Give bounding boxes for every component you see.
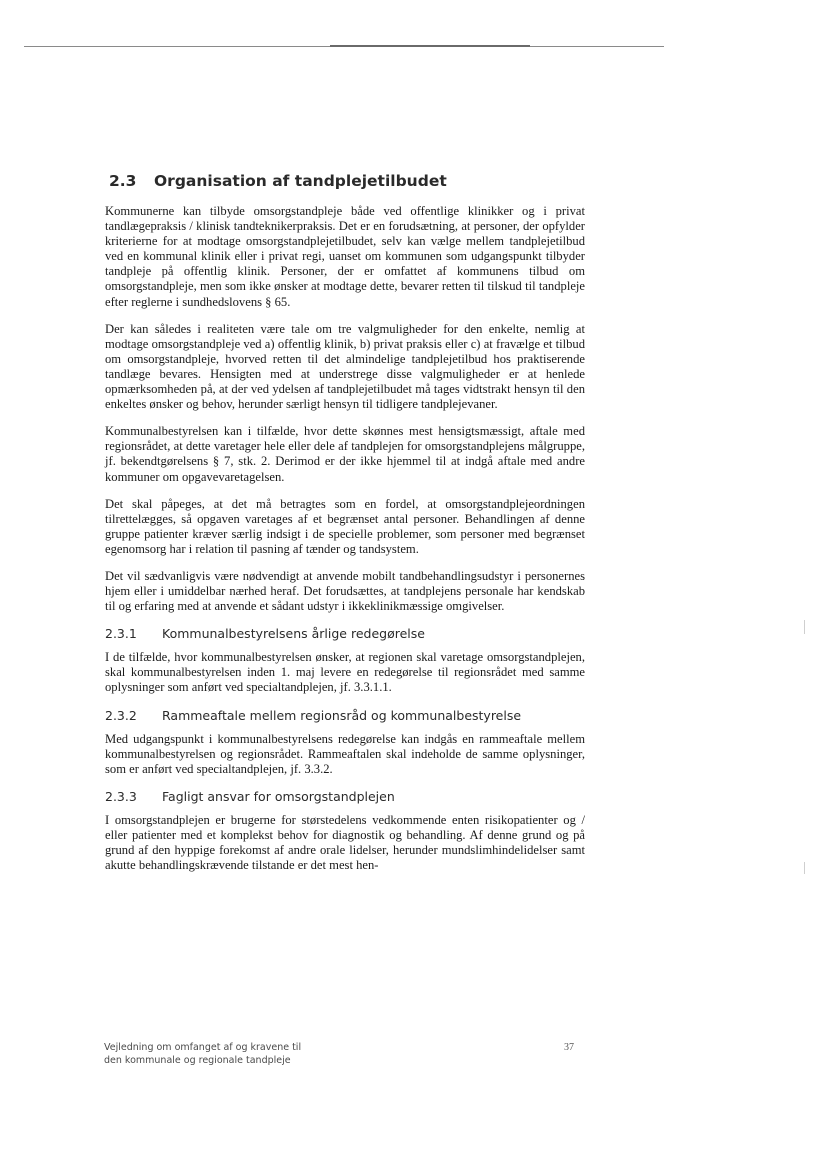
subsection-title: Kommunalbestyrelsens årlige redegørelse (162, 626, 425, 642)
section-paragraph: Det skal påpeges, at det må betragtes som en fordel, at omsorgstandplejeordningen tilrettelægges, så opgaven varetages af et begrænset antal personer. Behandlingen af denne gruppe patienter kræver særlig indsigt i de specielle problemer, som personer med begrænset egenomsorg har i relation til pasning af tænder og tandsystem. (105, 496, 585, 556)
section-title: Organisation af tandplejetilbudet (154, 172, 447, 190)
subsection-paragraph: I omsorgstandplejen er brugerne for størstedelens vedkommende enten risikopatienter og / eller patienter med et komplekst behov for diagnostik og behandling. Af denne grund og på grund af den hyppige forekomst af andre orale lidelser, herunder mundslimhindelidelser samt akutte behandlingskrævende tilstande er det mest hen- (105, 812, 585, 873)
subsection-title: Fagligt ansvar for omsorgstandplejen (162, 788, 395, 804)
page-content (105, 172, 585, 885)
section-paragraph: Kommunalbestyrelsen kan i tilfælde, hvor dette skønnes mest hensigtsmæssigt, aftale med regionsrådet, at dette varetager hele eller dele af tandplejen for omsorgstandplejens målgruppe, jf. bekendtgørelsens § 7, stk. 2. Derimod er der ikke hjemmel til at indgå aftale med andre kommuner om opgavevaretagelsen. (105, 424, 585, 484)
subsection-paragraph: I de tilfælde, hvor kommunalbestyrelsen ønsker, at regionen skal varetage omsorgstandplejen, skal kommunalbestyrelsen inden 1. maj levere en redegørelse til regionsrådet med samme oplysninger som anført ved specialtandplejen, jf. 3.3.1.1. (105, 650, 585, 695)
section-heading (109, 172, 585, 190)
top-rule-accent (330, 45, 530, 47)
footer-line: Vejledning om omfanget af og kravene til (104, 1042, 302, 1053)
subsection-heading (105, 708, 585, 723)
subsection-number: 2.3.2 (105, 707, 137, 723)
section-paragraph: Det vil sædvanligvis være nødvendigt at anvende mobilt tandbehandlingsudstyr i personernes hjem eller i umiddelbar nærhed heraf. Det forudsættes, at tandplejens personale har kendskab til og erfaring med at anvende et sådant udstyr i ikkeklinikmæssige omgivelser. (105, 568, 585, 614)
section-paragraph: Kommunerne kan tilbyde omsorgstandpleje både ved offentlige klinikker og i privat tandlægepraksis / klinisk tandteknikerpraksis. Det er en forudsætning, at personer, der opfylder kriterierne for at modtage omsorgstandplejetilbudet, selv kan vælge mellem tandplejetilbud ved en kommunal klinik eller i privat regi, uanset om kommunen som udgangspunkt tilbyder tandpleje på offentlig klinik. Personer, der er omfattet af kommunens tilbud om omsorgstandpleje, men som ikke ønsker at modtage dette, bevarer retten til tilskud til tandpleje efter reglerne i sundhedslovens § 65. (105, 204, 585, 309)
scan-mark (804, 620, 805, 634)
subsection-number: 2.3.3 (105, 788, 137, 804)
page-footer (104, 1041, 574, 1067)
footer-line: den kommunale og regionale tandpleje (104, 1055, 291, 1066)
section-number: 2.3 (109, 172, 137, 190)
subsection-paragraph: Med udgangspunkt i kommunalbestyrelsens redegørelse kan indgås en rammeaftale mellem kommunalbestyrelsen og regionsrådet. Rammeaftalen skal indeholde de samme oplysninger, som er anført ved specialtandplejen, jf. 3.3.2. (105, 731, 585, 776)
subsection-heading (105, 789, 585, 804)
subsection-number: 2.3.1 (105, 626, 137, 642)
subsection-heading (105, 626, 585, 641)
subsection-title: Rammeaftale mellem regionsråd og kommunalbestyrelse (162, 707, 522, 723)
scan-mark (804, 862, 805, 874)
section-paragraph: Der kan således i realiteten være tale om tre valgmuligheder for den enkelte, nemlig at modtage omsorgstandpleje ved a) offentlig klinik, b) privat praksis eller c) at fravælge et tilbud om omsorgstandpleje, hvorved retten til det almindelige tandplejetilbud hos praktiserende tandlæge bevares. Hensigten med at understrege disse valgmuligheder er at henlede opmærksomheden på, at der ved ydelsen af tandplejetilbudet må tages vidtstrakt hensyn til den enkeltes ønsker og behov, herunder særligt hensyn til tidligere tandplejevaner. (105, 321, 585, 412)
page-number: 37 (564, 1042, 574, 1053)
